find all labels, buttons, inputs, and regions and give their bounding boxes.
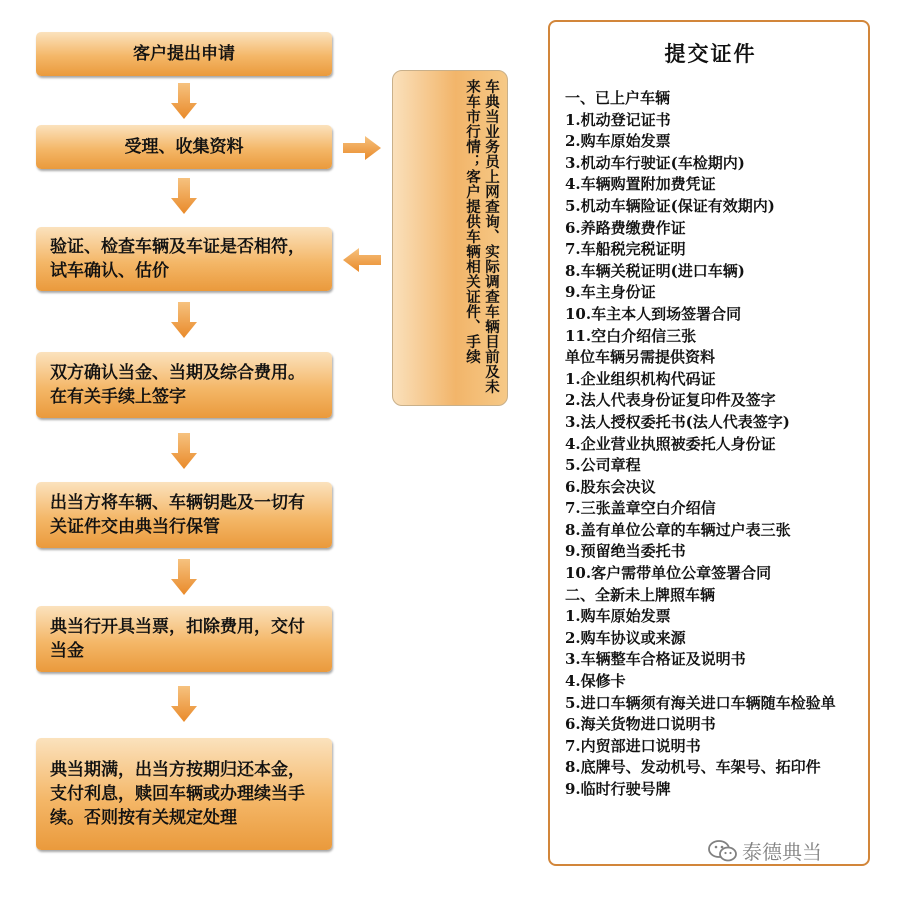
document-item: 10.车主本人到场签署合同 xyxy=(565,304,742,323)
document-item: 二、全新未上牌照车辆 xyxy=(565,585,716,604)
documents-title: 提交证件 xyxy=(664,41,757,66)
arrow-down-icon xyxy=(171,83,197,119)
flow-step-text: 出当方将车辆、车辆钥匙及一切有关证件交由典当行保管 xyxy=(50,493,305,537)
side-note-text: 车典当业务员上网查询、实际调查车辆目前及未来车市行情；客户提供车辆相关证件、手续 xyxy=(464,79,500,394)
documents-list xyxy=(565,88,856,801)
document-item: 2.购车原始发票 xyxy=(565,132,671,151)
document-item: 3.法人授权委托书(法人代表签字) xyxy=(565,412,790,431)
flow-step-redeem xyxy=(36,738,332,850)
wechat-icon xyxy=(708,839,738,863)
document-item: 单位车辆另需提供资料 xyxy=(565,348,716,367)
flow-step-confirm xyxy=(36,352,332,418)
document-item: 4.保修卡 xyxy=(565,672,626,691)
document-item: 6.养路费缴费作证 xyxy=(565,218,686,237)
arrow-down-icon xyxy=(171,559,197,595)
document-item: 3.车辆整车合格证及说明书 xyxy=(565,650,746,669)
document-item: 8.车辆关税证明(进口车辆) xyxy=(565,261,745,280)
document-item: 4.企业营业执照被委托人身份证 xyxy=(565,434,776,453)
document-item: 9.预留绝当委托书 xyxy=(565,542,686,561)
arrow-down-icon xyxy=(171,302,197,338)
arrow-right-icon xyxy=(343,136,381,160)
flow-step-text: 验证、检查车辆及车证是否相符，试车确认、估价 xyxy=(50,237,305,281)
document-item: 8.盖有单位公章的车辆过户表三张 xyxy=(565,520,791,539)
flow-step-text: 典当行开具当票，扣除费用，交付当金 xyxy=(50,617,305,661)
document-item: 3.机动车行驶证(车检期内) xyxy=(565,153,745,172)
document-item: 7.内贸部进口说明书 xyxy=(565,736,701,755)
flow-step-accept xyxy=(36,125,332,169)
arrow-down-icon xyxy=(171,433,197,469)
flow-step-apply xyxy=(36,32,332,76)
document-item: 6.股东会决议 xyxy=(565,477,656,496)
document-item: 2.购车协议或来源 xyxy=(565,628,686,647)
document-item: 1.购车原始发票 xyxy=(565,607,671,626)
document-item: 9.临时行驶号牌 xyxy=(565,780,671,798)
arrow-down-icon xyxy=(171,686,197,722)
flow-step-custody xyxy=(36,482,332,548)
document-item: 6.海关货物进口说明书 xyxy=(565,715,716,734)
arrow-down-icon xyxy=(171,178,197,214)
document-item: 5.进口车辆须有海关进口车辆随车检验单 xyxy=(565,693,836,712)
document-item: 1.企业组织机构代码证 xyxy=(565,369,716,388)
document-item: 1.机动登记证书 xyxy=(565,110,671,129)
watermark xyxy=(708,836,822,865)
flow-step-verify xyxy=(36,227,332,291)
document-item: 4.车辆购置附加费凭证 xyxy=(565,175,716,194)
watermark-text: 泰德典当 xyxy=(742,840,822,864)
document-item: 2.法人代表身份证复印件及签字 xyxy=(565,391,776,410)
flow-step-text: 双方确认当金、当期及综合费用。在有关手续上签字 xyxy=(50,363,305,407)
document-item: 5.机动车辆险证(保证有效期内) xyxy=(565,196,775,215)
flow-step-text: 典当期满，出当方按期归还本金，支付利息，赎回车辆或办理续当手续。否则按有关规定处理 xyxy=(50,760,305,828)
flow-step-ticket xyxy=(36,606,332,672)
document-item: 5.公司章程 xyxy=(565,456,641,475)
side-note-box xyxy=(392,70,508,406)
document-item: 11.空白介绍信三张 xyxy=(565,326,697,345)
documents-panel xyxy=(548,20,870,866)
flow-step-text: 受理、收集资料 xyxy=(124,137,244,157)
arrow-left-icon xyxy=(343,248,381,272)
document-item: 9.车主身份证 xyxy=(565,283,656,302)
document-item: 7.三张盖章空白介绍信 xyxy=(565,499,716,518)
document-item: 一、已上户车辆 xyxy=(565,89,671,107)
document-item: 10.客户需带单位公章签署合同 xyxy=(565,564,772,583)
flow-step-text: 客户提出申请 xyxy=(133,44,235,64)
document-item: 8.底牌号、发动机号、车架号、拓印件 xyxy=(565,758,821,777)
document-item: 7.车船税完税证明 xyxy=(565,240,686,259)
